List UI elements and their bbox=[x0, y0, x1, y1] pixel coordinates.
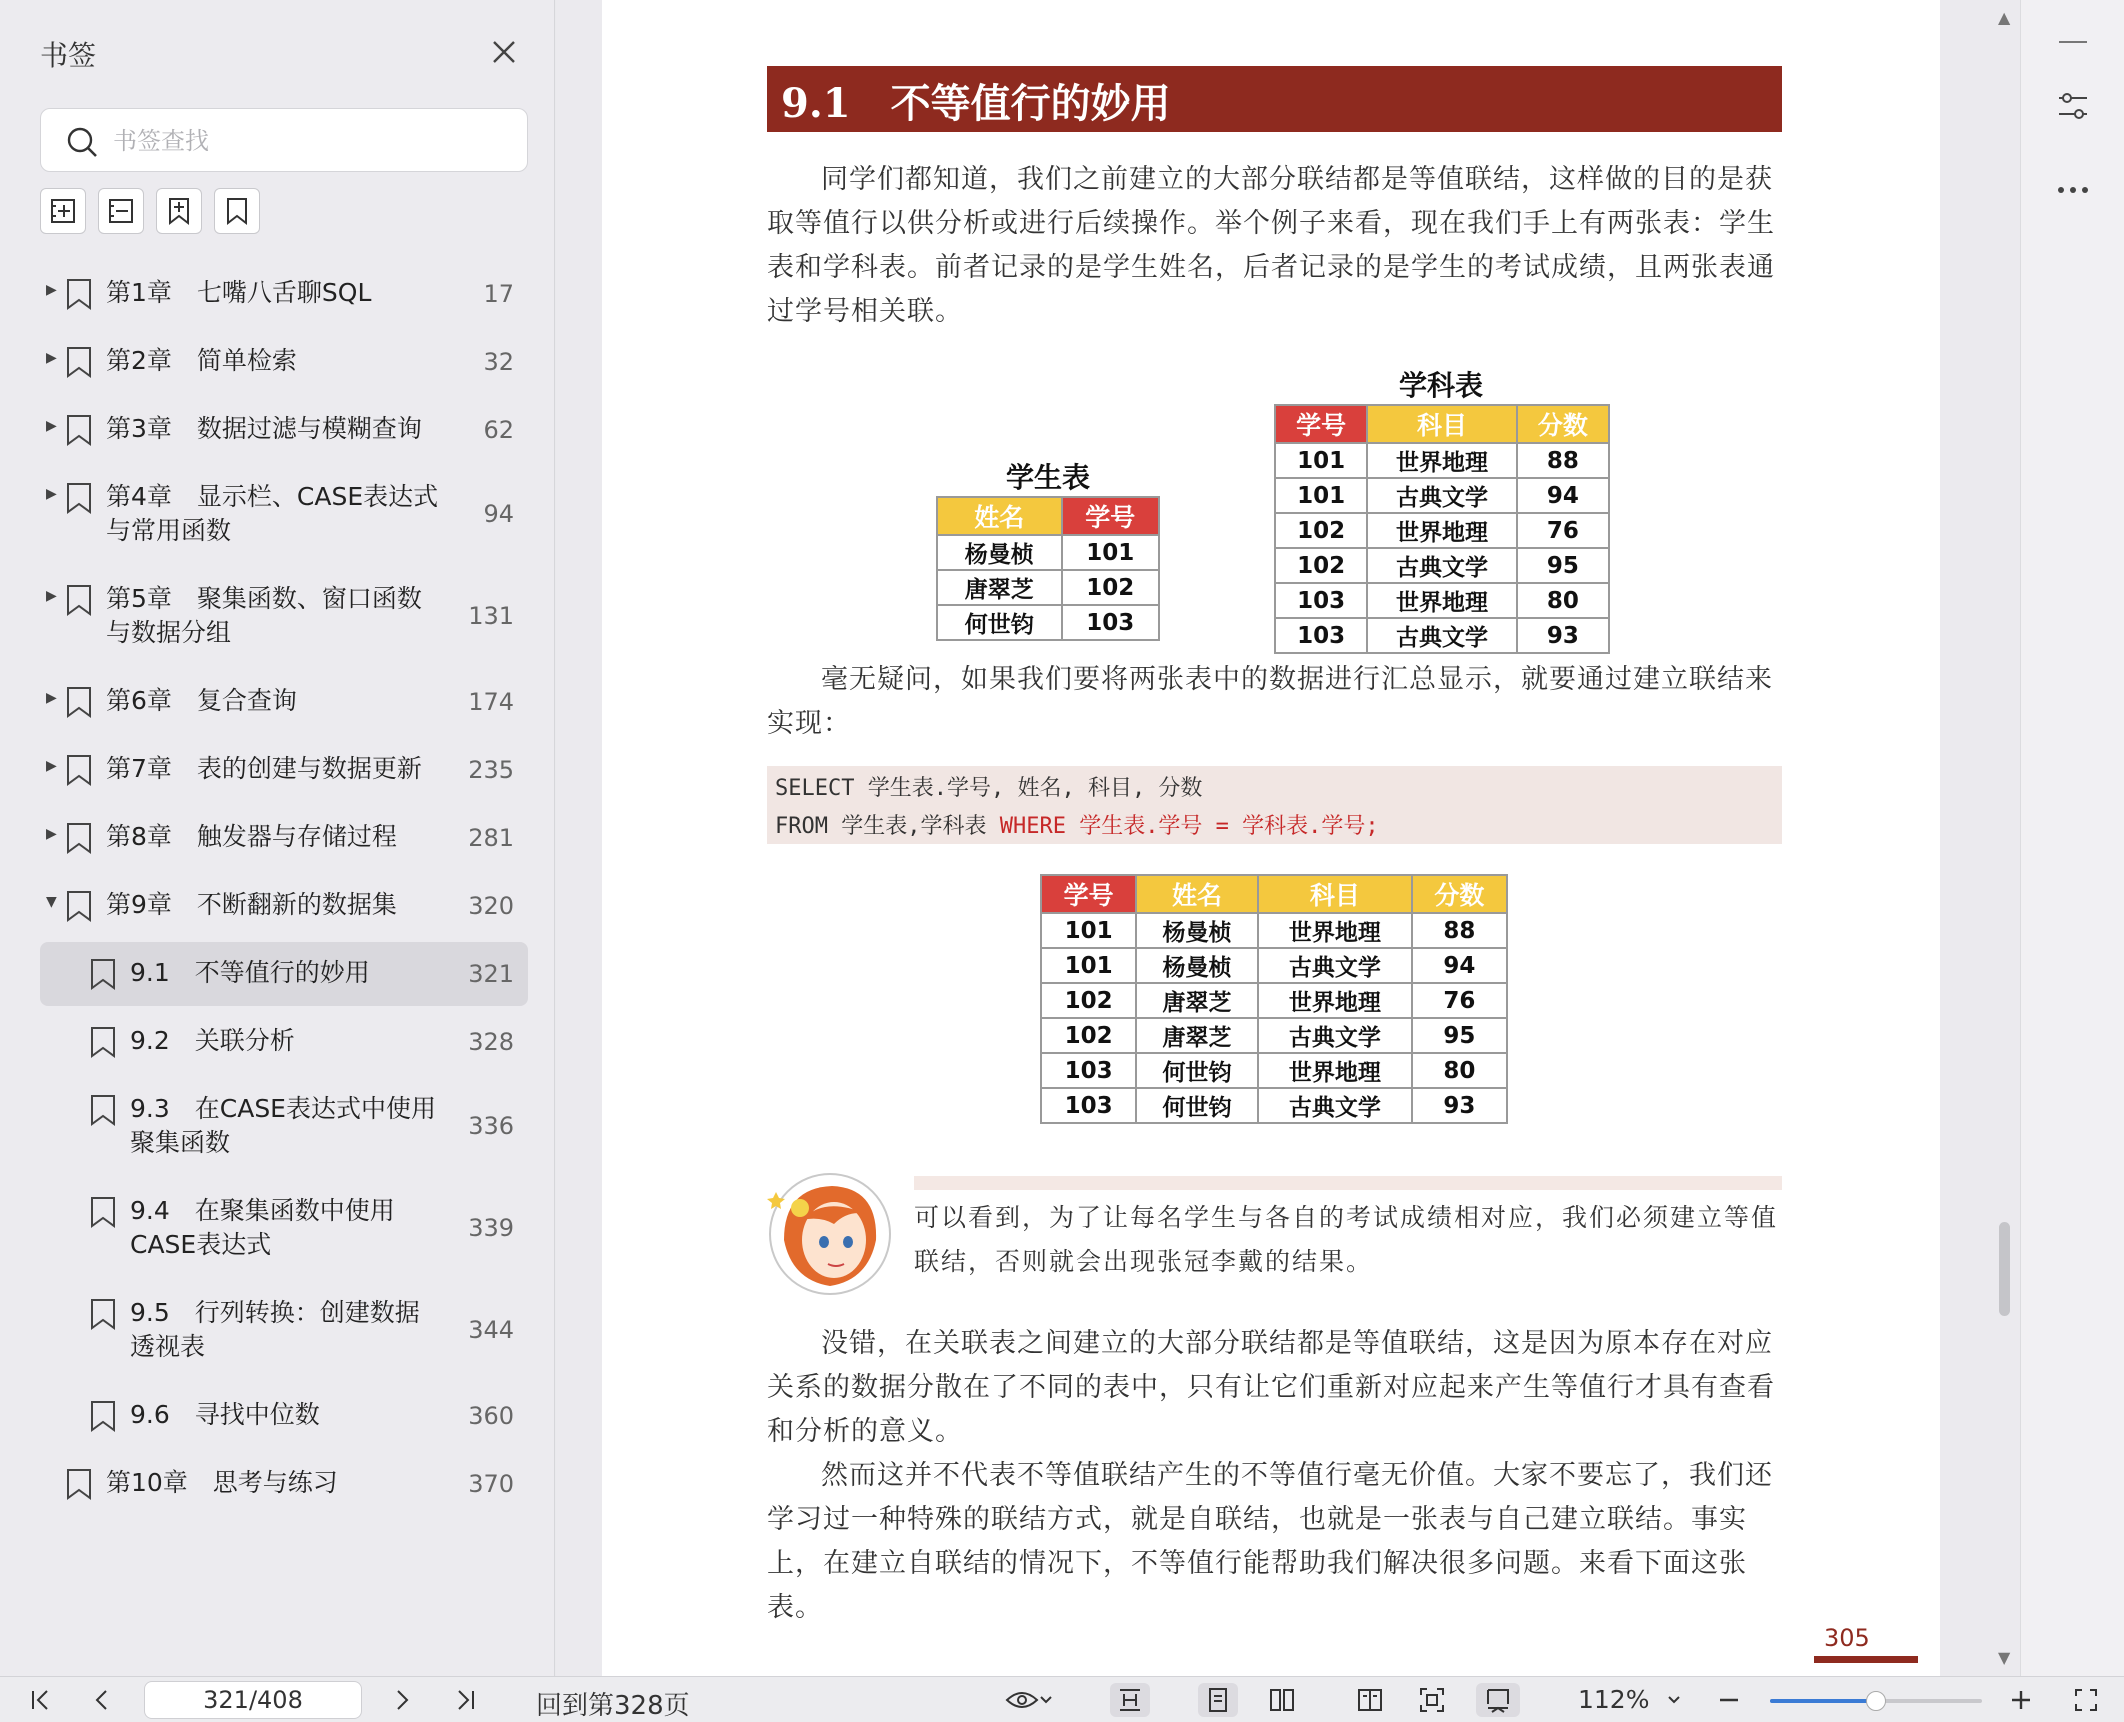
expand-all-icon bbox=[48, 196, 78, 226]
bookmark-item[interactable] bbox=[40, 568, 528, 664]
filter-settings-icon[interactable] bbox=[2053, 86, 2093, 126]
table-header-cell: 科目 bbox=[1367, 405, 1516, 443]
bookmark-item[interactable] bbox=[40, 874, 528, 938]
joined-table bbox=[1040, 874, 1508, 1124]
bookmark-icon bbox=[90, 1026, 116, 1058]
table-cell: 何世钧 bbox=[937, 605, 1062, 640]
go-back-link[interactable]: 回到第328页 bbox=[536, 1691, 690, 1721]
bookmark-label: 第4章 显示栏、CASE表达式与常用函数 bbox=[106, 482, 439, 545]
fit-page-button[interactable] bbox=[1412, 1683, 1452, 1717]
bookmark-page-number: 336 bbox=[468, 1112, 514, 1140]
table-cell: 103 bbox=[1275, 583, 1367, 618]
scroll-mode-icon bbox=[1484, 1686, 1512, 1714]
table-cell: 世界地理 bbox=[1367, 443, 1516, 478]
more-icon[interactable] bbox=[2053, 170, 2093, 210]
bottom-toolbar bbox=[0, 1676, 2124, 1722]
caret-right-icon[interactable]: ▶ bbox=[46, 486, 57, 502]
paragraph-join bbox=[767, 658, 1782, 746]
table-row bbox=[1041, 1053, 1507, 1088]
bookmark-item[interactable] bbox=[40, 1452, 528, 1516]
fullscreen-button[interactable] bbox=[2068, 1683, 2104, 1717]
prev-page-icon bbox=[90, 1688, 114, 1712]
bookmark-label: 第1章 七嘴八舌聊SQL bbox=[106, 278, 372, 307]
table-row bbox=[937, 570, 1159, 605]
single-page-button[interactable] bbox=[1198, 1683, 1238, 1717]
bookmark-item[interactable] bbox=[40, 1282, 528, 1378]
table-row bbox=[1041, 1088, 1507, 1123]
bookmark-icon bbox=[66, 1468, 92, 1500]
bookmark-item[interactable] bbox=[40, 1010, 528, 1074]
table-row bbox=[1041, 983, 1507, 1018]
table-row bbox=[1041, 913, 1507, 948]
table-header-cell: 学号 bbox=[1041, 875, 1136, 913]
bookmark-button[interactable] bbox=[214, 188, 260, 234]
bookmark-sidebar bbox=[0, 0, 555, 1676]
bookmark-icon bbox=[90, 958, 116, 990]
bookmark-item[interactable] bbox=[40, 942, 528, 1006]
paragraph-intro bbox=[767, 158, 1782, 334]
book-view-button[interactable] bbox=[1350, 1683, 1390, 1717]
table-cell: 古典文学 bbox=[1258, 1088, 1412, 1123]
bookmark-label: 9.2 关联分析 bbox=[130, 1026, 295, 1055]
code-keyword-segment: WHERE 学生表.学号 = 学科表.学号; bbox=[999, 814, 1379, 839]
table-cell: 世界地理 bbox=[1367, 583, 1516, 618]
two-page-icon bbox=[1268, 1686, 1296, 1714]
bookmark-icon bbox=[66, 346, 92, 378]
bookmark-page-number: 370 bbox=[468, 1470, 514, 1498]
bookmark-page-number: 32 bbox=[483, 348, 514, 376]
caret-right-icon[interactable]: ▶ bbox=[46, 690, 57, 706]
table-cell: 世界地理 bbox=[1258, 913, 1412, 948]
bookmark-page-number: 281 bbox=[468, 824, 514, 852]
table-cell: 101 bbox=[1041, 948, 1136, 983]
code-block bbox=[767, 766, 1782, 844]
table-row bbox=[1275, 583, 1609, 618]
vertical-scrollbar[interactable] bbox=[1990, 0, 2020, 1676]
fullscreen-icon bbox=[2073, 1687, 2099, 1713]
zoom-slider[interactable] bbox=[1770, 1699, 1982, 1703]
bookmark-page-number: 62 bbox=[483, 416, 514, 444]
paragraph-text: 然而这并不代表不等值联结产生的不等值行毫无价值。大家不要忘了，我们还学习过一种特殊的联结方式，就是自联结，也就是一张表与自己建立联结。事实上，在建立自联结的情况下，不等值行能帮助我们解决很多问题。来看下面这张表。 bbox=[767, 1460, 1773, 1623]
table-cell: 古典文学 bbox=[1258, 948, 1412, 983]
table-row bbox=[1041, 1018, 1507, 1053]
view-mode-dropdown[interactable] bbox=[998, 1683, 1060, 1717]
student-table-caption: 学生表 bbox=[1006, 461, 1091, 494]
scrollbar-thumb[interactable] bbox=[1999, 1222, 2010, 1316]
paragraph-text: 没错，在关联表之间建立的大部分联结都是等值联结，这是因为原本存在对应关系的数据分散在了不同的表中，只有让它们重新对应起来产生等值行才具有查看和分析的意义。 bbox=[767, 1328, 1775, 1447]
table-cell: 杨曼桢 bbox=[937, 535, 1062, 570]
table-cell: 101 bbox=[1062, 535, 1159, 570]
bookmark-page-number: 339 bbox=[468, 1214, 514, 1242]
chevron-down-icon bbox=[1039, 1695, 1053, 1705]
fit-width-icon bbox=[1116, 1686, 1144, 1714]
caret-right-icon[interactable]: ▶ bbox=[46, 826, 57, 842]
bookmark-label: 9.5 行列转换：创建数据透视表 bbox=[130, 1298, 420, 1361]
table-row bbox=[1041, 948, 1507, 983]
table-header-cell: 分数 bbox=[1517, 405, 1609, 443]
bookmark-item[interactable] bbox=[40, 1180, 528, 1276]
table-cell: 76 bbox=[1412, 983, 1507, 1018]
bookmark-item[interactable] bbox=[40, 466, 528, 562]
bookmark-icon bbox=[66, 482, 92, 514]
bookmark-icon bbox=[66, 890, 92, 922]
minus-icon bbox=[1717, 1688, 1741, 1712]
bookmark-item[interactable] bbox=[40, 806, 528, 870]
paragraph-text: 毫无疑问，如果我们要将两张表中的数据进行汇总显示，就要通过建立联结来实现： bbox=[767, 664, 1773, 739]
table-cell: 102 bbox=[1062, 570, 1159, 605]
table-cell: 94 bbox=[1517, 478, 1609, 513]
bookmark-search bbox=[40, 108, 528, 172]
table-row bbox=[937, 605, 1159, 640]
bookmark-icon bbox=[66, 278, 92, 310]
paragraph-explain bbox=[767, 1322, 1782, 1630]
caret-right-icon[interactable]: ▶ bbox=[46, 282, 57, 298]
bookmark-item[interactable] bbox=[40, 670, 528, 734]
table-row bbox=[937, 535, 1159, 570]
bookmark-icon bbox=[66, 414, 92, 446]
two-page-button[interactable] bbox=[1262, 1683, 1302, 1717]
document-page bbox=[602, 0, 1940, 1676]
add-bookmark-icon bbox=[164, 196, 194, 226]
table-cell: 古典文学 bbox=[1367, 548, 1516, 583]
caret-right-icon[interactable]: ▶ bbox=[46, 758, 57, 774]
bookmark-label: 第9章 不断翻新的数据集 bbox=[106, 890, 397, 919]
table-row bbox=[1275, 548, 1609, 583]
bookmark-page-number: 344 bbox=[468, 1316, 514, 1344]
bookmark-label: 9.4 在聚集函数中使用CASE表达式 bbox=[130, 1196, 395, 1259]
table-header-cell: 科目 bbox=[1258, 875, 1412, 913]
page-number-underline bbox=[1814, 1656, 1918, 1663]
bookmark-icon bbox=[222, 196, 252, 226]
bookmark-item[interactable] bbox=[40, 738, 528, 802]
scroll-mode-button[interactable] bbox=[1476, 1683, 1520, 1717]
table-header-cell: 学号 bbox=[1275, 405, 1367, 443]
table-cell: 102 bbox=[1041, 1018, 1136, 1053]
bookmark-item[interactable] bbox=[40, 1078, 528, 1174]
bookmark-icon bbox=[66, 584, 92, 616]
caret-right-icon[interactable]: ▶ bbox=[46, 418, 57, 434]
zoom-dropdown[interactable] bbox=[1662, 1683, 1686, 1717]
bookmark-icon bbox=[90, 1196, 116, 1228]
next-page-button[interactable] bbox=[384, 1683, 420, 1717]
bookmark-label: 9.6 寻找中位数 bbox=[130, 1400, 320, 1429]
section-title: 9.1 不等值行的妙用 bbox=[781, 80, 1171, 127]
table-cell: 101 bbox=[1275, 443, 1367, 478]
bookmark-page-number: 174 bbox=[468, 688, 514, 716]
bookmark-toolbar bbox=[40, 188, 260, 234]
bookmark-item[interactable] bbox=[40, 1384, 528, 1448]
page-number: 305 bbox=[1824, 1624, 1870, 1652]
zoom-slider-knob[interactable] bbox=[1866, 1691, 1886, 1711]
bookmark-label: 9.1 不等值行的妙用 bbox=[130, 958, 370, 987]
bookmark-icon bbox=[66, 686, 92, 718]
fit-width-button[interactable] bbox=[1110, 1683, 1150, 1717]
student-table bbox=[936, 496, 1160, 641]
bookmark-page-number: 94 bbox=[483, 500, 514, 528]
table-cell: 103 bbox=[1041, 1053, 1136, 1088]
bookmark-icon bbox=[90, 1094, 116, 1126]
fit-page-icon bbox=[1418, 1686, 1446, 1714]
table-cell: 95 bbox=[1517, 548, 1609, 583]
table-cell: 古典文学 bbox=[1258, 1018, 1412, 1053]
table-cell: 93 bbox=[1517, 618, 1609, 653]
bookmark-label: 9.3 在CASE表达式中使用聚集函数 bbox=[130, 1094, 436, 1157]
plus-icon bbox=[2009, 1688, 2033, 1712]
bookmark-icon bbox=[66, 754, 92, 786]
table-header-cell: 姓名 bbox=[937, 497, 1062, 535]
collapse-all-button[interactable] bbox=[98, 188, 144, 234]
prev-page-button[interactable] bbox=[84, 1683, 120, 1717]
table-cell: 何世钧 bbox=[1136, 1088, 1258, 1123]
zoom-level[interactable]: 112% bbox=[1578, 1685, 1650, 1714]
next-page-icon bbox=[390, 1688, 414, 1712]
right-toolbar bbox=[2020, 0, 2124, 1676]
tip-text: 可以看到，为了让每名学生与各自的考试成绩相对应，我们必须建立等值联结，否则就会出现张冠李戴的结果。 bbox=[914, 1203, 1779, 1276]
bookmark-label: 第8章 触发器与存储过程 bbox=[106, 822, 397, 851]
eye-icon bbox=[1005, 1688, 1039, 1712]
caret-down-icon[interactable]: ▼ bbox=[46, 894, 57, 910]
bookmark-page-number: 17 bbox=[483, 280, 514, 308]
table-cell: 88 bbox=[1412, 913, 1507, 948]
expand-all-button[interactable] bbox=[40, 188, 86, 234]
table-cell: 102 bbox=[1275, 513, 1367, 548]
chevron-down-icon bbox=[1667, 1695, 1681, 1705]
bookmark-label: 第2章 简单检索 bbox=[106, 346, 297, 375]
first-page-button[interactable] bbox=[22, 1683, 58, 1717]
bookmark-page-number: 131 bbox=[468, 602, 514, 630]
table-header-cell: 分数 bbox=[1412, 875, 1507, 913]
table-cell: 94 bbox=[1412, 948, 1507, 983]
last-page-icon bbox=[454, 1688, 478, 1712]
table-cell: 杨曼桢 bbox=[1136, 913, 1258, 948]
table-cell: 101 bbox=[1275, 478, 1367, 513]
table-row bbox=[1275, 513, 1609, 548]
scroll-down-icon[interactable]: ▼ bbox=[1998, 1648, 2011, 1667]
bookmark-icon bbox=[90, 1298, 116, 1330]
code-line bbox=[775, 808, 1774, 846]
bookmark-label: 第7章 表的创建与数据更新 bbox=[106, 754, 422, 783]
table-cell: 唐翠芝 bbox=[1136, 983, 1258, 1018]
bookmark-label: 第10章 思考与练习 bbox=[106, 1468, 338, 1497]
table-cell: 102 bbox=[1275, 548, 1367, 583]
search-input[interactable] bbox=[113, 121, 513, 161]
sidebar-title: 书签 bbox=[40, 39, 97, 72]
bookmark-icon bbox=[66, 822, 92, 854]
zoom-slider-fill bbox=[1770, 1699, 1876, 1703]
collapse-all-icon bbox=[106, 196, 136, 226]
last-page-button[interactable] bbox=[448, 1683, 484, 1717]
table-cell: 古典文学 bbox=[1367, 618, 1516, 653]
first-page-icon bbox=[28, 1688, 52, 1712]
section-heading bbox=[767, 66, 1782, 132]
table-cell: 103 bbox=[1062, 605, 1159, 640]
subject-table-caption: 学科表 bbox=[1399, 369, 1484, 402]
table-cell: 103 bbox=[1041, 1088, 1136, 1123]
table-row bbox=[1275, 443, 1609, 478]
table-cell: 古典文学 bbox=[1367, 478, 1516, 513]
zoom-in-button[interactable] bbox=[2004, 1683, 2038, 1717]
close-icon[interactable] bbox=[488, 36, 520, 68]
cartoon-avatar-image bbox=[764, 1170, 900, 1300]
table-header-cell: 学号 bbox=[1062, 497, 1159, 535]
table-cell: 杨曼桢 bbox=[1136, 948, 1258, 983]
tip-divider bbox=[914, 1176, 1782, 1190]
table-cell: 102 bbox=[1041, 983, 1136, 1018]
table-cell: 101 bbox=[1041, 913, 1136, 948]
code-line: SELECT 学生表.学号, 姓名, 科目, 分数 bbox=[775, 776, 1203, 801]
table-cell: 世界地理 bbox=[1367, 513, 1516, 548]
table-cell: 103 bbox=[1275, 618, 1367, 653]
table-cell: 76 bbox=[1517, 513, 1609, 548]
code-segment: FROM 学生表,学科表 bbox=[775, 814, 1000, 839]
table-cell: 世界地理 bbox=[1258, 983, 1412, 1018]
bookmark-page-number: 235 bbox=[468, 756, 514, 784]
zoom-out-button[interactable] bbox=[1712, 1683, 1746, 1717]
bookmark-item[interactable] bbox=[40, 398, 528, 462]
book-view-icon bbox=[1356, 1686, 1384, 1714]
caret-right-icon[interactable]: ▶ bbox=[46, 350, 57, 366]
table-cell: 93 bbox=[1412, 1088, 1507, 1123]
table-row bbox=[1275, 618, 1609, 653]
bookmark-label: 第3章 数据过滤与模糊查询 bbox=[106, 414, 422, 443]
bookmark-icon bbox=[90, 1400, 116, 1432]
table-cell: 95 bbox=[1412, 1018, 1507, 1053]
search-icon bbox=[65, 125, 99, 159]
bookmark-page-number: 321 bbox=[468, 960, 514, 988]
table-cell: 88 bbox=[1517, 443, 1609, 478]
page-number-input[interactable]: 321/408 bbox=[144, 1681, 362, 1719]
table-cell: 世界地理 bbox=[1258, 1053, 1412, 1088]
single-page-icon bbox=[1204, 1686, 1232, 1714]
scroll-up-icon[interactable]: ▲ bbox=[1998, 8, 2011, 27]
table-cell: 80 bbox=[1517, 583, 1609, 618]
table-header-cell: 姓名 bbox=[1136, 875, 1258, 913]
bookmark-page-number: 320 bbox=[468, 892, 514, 920]
bookmark-label: 第5章 聚集函数、窗口函数与数据分组 bbox=[106, 584, 422, 647]
bookmark-page-number: 328 bbox=[468, 1028, 514, 1056]
caret-right-icon[interactable]: ▶ bbox=[46, 588, 57, 604]
add-bookmark-button[interactable] bbox=[156, 188, 202, 234]
paragraph-text: 同学们都知道，我们之前建立的大部分联结都是等值联结，这样做的目的是获取等值行以供分析或进行后续操作。举个例子来看，现在我们手上有两张表：学生表和学科表。前者记录的是学生姓名，后者记录的是学生的考试成绩，且两张表通过学号相关联。 bbox=[767, 164, 1775, 327]
bookmark-label: 第6章 复合查询 bbox=[106, 686, 297, 715]
bookmark-item[interactable] bbox=[40, 330, 528, 394]
bookmark-item[interactable] bbox=[40, 262, 528, 326]
table-cell: 唐翠芝 bbox=[937, 570, 1062, 605]
table-cell: 80 bbox=[1412, 1053, 1507, 1088]
table-cell: 唐翠芝 bbox=[1136, 1018, 1258, 1053]
table-row bbox=[1275, 478, 1609, 513]
table-cell: 何世钧 bbox=[1136, 1053, 1258, 1088]
minimize-icon[interactable] bbox=[2053, 22, 2093, 62]
subject-table bbox=[1274, 404, 1610, 654]
bookmark-page-number: 360 bbox=[468, 1402, 514, 1430]
